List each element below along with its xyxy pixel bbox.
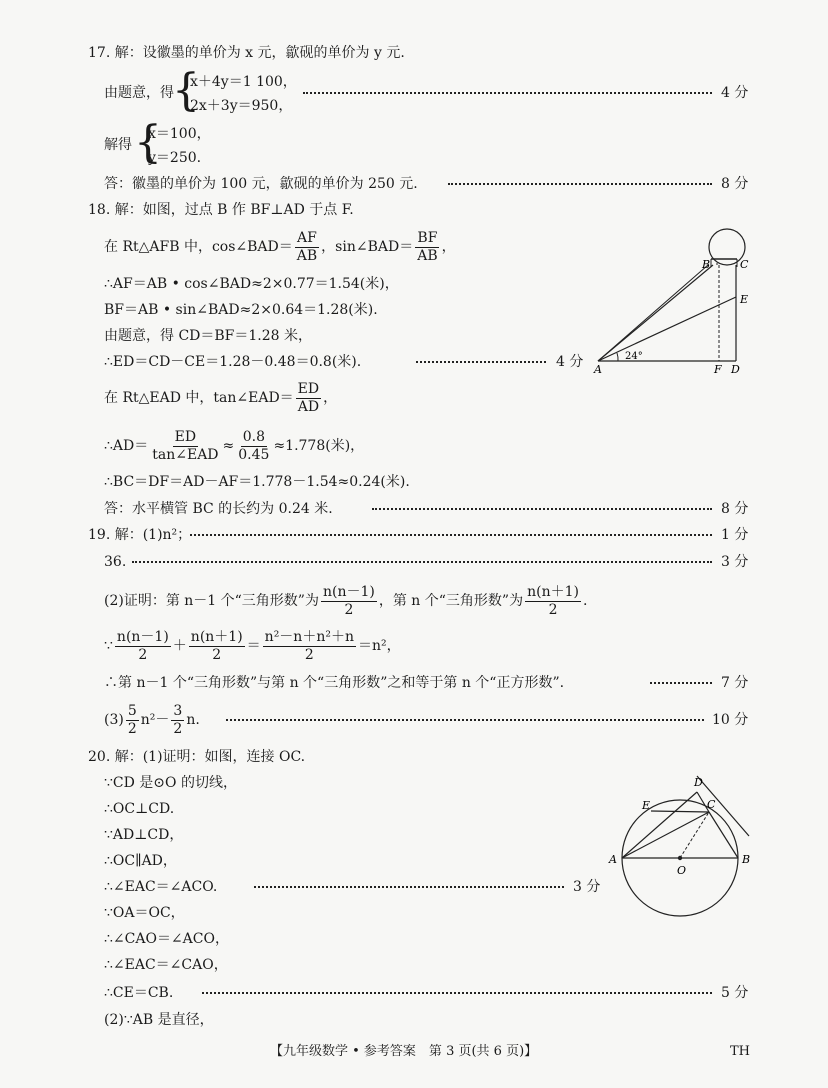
- q19-leader-4: [226, 719, 704, 721]
- q18-line-5: 由题意，得 CD＝BF＝1.28 米，: [104, 328, 313, 344]
- q18-line-3: ∴AF＝AB • cos∠BAD≈2×0.77＝1.54(米)，: [104, 276, 399, 292]
- q19-line-4: [104, 626, 401, 666]
- q18-leader-2: [372, 508, 712, 510]
- fraction-denominator: 2: [304, 646, 314, 663]
- q18-score-1: 4 分: [556, 354, 584, 370]
- q20-line-10: ∴CE＝CB.: [104, 985, 174, 1001]
- q19-line-3-b: ，第 n 个“三角形数”为: [378, 593, 524, 609]
- q17-solution-1: x＝100，: [148, 126, 211, 142]
- q18-fraction-ed-tan: [150, 429, 220, 464]
- q20-figure-label-c: C: [707, 798, 716, 811]
- q19-line-6-c: n.: [186, 712, 200, 728]
- q19-line-4-d: ＝n²，: [357, 638, 401, 654]
- q20-score-1: 3 分: [573, 879, 601, 895]
- q20-figure-ac: [622, 812, 709, 858]
- fraction-numerator: ED: [297, 380, 320, 397]
- fraction-denominator: 2: [138, 646, 148, 663]
- q17-answer: 答：徽墨的单价为 100 元，歙砚的单价为 250 元.: [104, 176, 418, 192]
- q18-line-9: ∴BC＝DF＝AD－AF＝1.778－1.54≈0.24(米).: [104, 474, 410, 490]
- q17-system-brace: {: [172, 65, 200, 116]
- q20-leader-1: [254, 886, 564, 888]
- fraction-numerator: ED: [174, 428, 197, 445]
- q20-line-6: ∴∠EAC＝∠ACO.: [104, 879, 218, 895]
- q18-figure-label-d: D: [731, 363, 740, 375]
- fraction-numerator: 0.8: [242, 428, 265, 445]
- fraction-numerator: 5: [127, 702, 137, 719]
- q18-figure-label-c: C: [740, 258, 749, 271]
- q19-line-2: 36.: [104, 554, 127, 570]
- fraction-denominator: AB: [296, 247, 318, 264]
- fraction-numerator: 3: [173, 702, 183, 719]
- q17-score-2: 8 分: [721, 176, 749, 192]
- q20-figure-label-e: E: [642, 799, 651, 812]
- fraction-numerator: n(n－1): [116, 628, 169, 645]
- q18-line-4: BF＝AB • sin∠BAD≈2×0.64＝1.28(米).: [104, 302, 378, 318]
- q17-leader-1: [303, 92, 712, 94]
- fraction-denominator: 2: [344, 601, 354, 618]
- q20-figure-oc: [680, 812, 709, 858]
- q18-figure-label-b: B: [702, 258, 711, 271]
- q18-line-8-c: ≈1.778(米)，: [273, 438, 365, 454]
- q18-line-8-a: ∴AD＝: [104, 438, 149, 454]
- q20-line-11: (2)∵AB 是直径，: [104, 1012, 214, 1028]
- q20-figure-label-b: B: [742, 853, 751, 866]
- q17-score-1: 4 分: [721, 85, 749, 101]
- q20-figure-ec: [651, 811, 709, 812]
- q20-line-2: ∵CD 是⊙O 的切线，: [104, 775, 237, 791]
- q18-figure-label-f: F: [714, 363, 722, 375]
- q20-line-1: 20. 解：(1)证明：如图，连接 OC.: [88, 749, 306, 765]
- q18-line-7-b: ，: [323, 390, 338, 406]
- q18-figure-angle-label: 24°: [625, 351, 643, 362]
- q20-leader-2: [202, 992, 712, 994]
- fraction-numerator: n(n－1): [322, 583, 375, 600]
- q19-line-5: ∴第 n－1 个“三角形数”与第 n 个“三角形数”之和等于第 n 个“正方形数”.: [104, 675, 565, 691]
- fraction-denominator: AB: [417, 247, 438, 264]
- q19-line-3-c: .: [582, 593, 588, 609]
- q18-line-8: [104, 428, 364, 464]
- q19-score-4: 10 分: [712, 712, 749, 728]
- q19-score-3: 7 分: [721, 675, 749, 691]
- q19-score-1: 1 分: [721, 527, 749, 543]
- q19-line-6-a: (3): [104, 712, 124, 728]
- q19-line-4-c: ＝: [246, 638, 261, 654]
- q18-fraction-value: [236, 429, 271, 464]
- q20-line-5: ∴OC∥AD，: [104, 853, 177, 869]
- fraction-denominator: 2: [548, 601, 558, 618]
- q20-line-9: ∴∠EAC＝∠CAO，: [104, 957, 228, 973]
- fraction-denominator: tan∠EAD: [152, 446, 219, 463]
- q18-line-1: 18. 解：如图，过点 B 作 BF⊥AD 于点 F.: [88, 202, 354, 218]
- fraction-denominator: 2: [212, 646, 222, 663]
- q20-figure-label-o: O: [677, 864, 687, 877]
- q18-figure: [592, 225, 762, 375]
- fraction-numerator: n²－n＋n²＋n: [264, 628, 354, 645]
- q18-line-2: [104, 229, 456, 265]
- q19-line-6-b: n²－: [140, 712, 170, 728]
- q20-line-4: ∵AD⊥CD，: [104, 827, 184, 843]
- q19-fraction-3: [115, 629, 171, 664]
- q18-answer: 答：水平横管 BC 的长约为 0.24 米.: [104, 501, 333, 517]
- q19-fraction-5: [263, 629, 356, 664]
- q20-line-7: ∵OA＝OC，: [104, 905, 185, 921]
- q18-line-2-c: ，: [441, 239, 456, 255]
- q19-leader-1: [190, 534, 712, 536]
- q19-line-3: [104, 581, 587, 621]
- q20-figure: [605, 770, 765, 920]
- q17-line-2-label: 由题意，得: [104, 85, 174, 101]
- q19-line-1: 19. 解：(1)n²；: [88, 527, 192, 543]
- fraction-denominator: AD: [297, 398, 320, 415]
- fraction-denominator: 0.45: [238, 446, 270, 463]
- q19-fraction-4: [189, 629, 245, 664]
- q19-fraction-1: [321, 584, 377, 619]
- q18-figure-angle-arc: [617, 353, 618, 361]
- q17-solution-brace: {: [134, 117, 162, 168]
- q19-line-4-b: ＋: [172, 638, 187, 654]
- q19-fraction-7: [171, 703, 184, 738]
- fraction-numerator: BF: [417, 229, 438, 246]
- fraction-numerator: n(n＋1): [527, 583, 579, 600]
- q19-line-3-a: (2)证明：第 n－1 个“三角形数”为: [104, 593, 319, 609]
- q19-line-6: [104, 700, 200, 740]
- q20-figure-center-dot: [678, 856, 682, 860]
- q17-line-3-label: 解得: [104, 137, 132, 153]
- q18-fraction-ed-ad: [296, 381, 321, 416]
- q17-solution-2: y＝250.: [148, 150, 202, 166]
- q18-fraction-af-ab: [295, 230, 319, 265]
- q17-leader-2: [448, 183, 712, 185]
- q18-fraction-bf-ab: [415, 230, 439, 265]
- q18-line-7-a: 在 Rt△EAD 中，tan∠EAD＝: [104, 390, 294, 406]
- q19-leader-3: [650, 682, 712, 684]
- q18-line-8-b: ≈: [222, 438, 235, 454]
- fraction-numerator: AF: [297, 229, 317, 246]
- q18-line-6: ∴ED＝CD－CE＝1.28－0.48＝0.8(米).: [104, 354, 362, 370]
- q19-line-4-a: ∵: [104, 638, 113, 654]
- q19-fraction-2: [525, 584, 581, 619]
- q18-figure-label-e: E: [740, 293, 749, 306]
- q20-line-8: ∴∠CAO＝∠ACO，: [104, 931, 229, 947]
- q18-score-2: 8 分: [721, 501, 749, 517]
- page-footer-code: TH: [730, 1044, 751, 1059]
- q19-score-2: 3 分: [721, 554, 749, 570]
- q17-line-1: 17. 解：设徽墨的单价为 x 元，歙砚的单价为 y 元.: [88, 45, 405, 61]
- q18-line-2-b: ，sin∠BAD＝: [321, 239, 414, 255]
- q18-line-2-a: 在 Rt△AFB 中，cos∠BAD＝: [104, 239, 293, 255]
- q18-figure-ae: [598, 297, 736, 361]
- q19-fraction-6: [126, 703, 139, 738]
- fraction-denominator: 2: [173, 720, 183, 737]
- page-footer: 【九年级数学 • 参考答案 第 3 页(共 6 页)】: [270, 1044, 538, 1059]
- fraction-numerator: n(n＋1): [190, 628, 243, 645]
- q17-equation-2: 2x＋3y＝950，: [190, 98, 293, 114]
- q18-figure-ab-2: [598, 265, 708, 361]
- fraction-denominator: 2: [127, 720, 137, 737]
- q18-leader-1: [416, 361, 546, 363]
- q20-score-2: 5 分: [721, 985, 749, 1001]
- q20-figure-label-a: A: [609, 853, 617, 866]
- q19-leader-2: [132, 561, 712, 563]
- q18-figure-label-a: A: [594, 363, 602, 375]
- q20-line-3: ∴OC⊥CD.: [104, 801, 175, 817]
- q20-figure-label-d: D: [694, 776, 703, 789]
- q17-equation-1: x＋4y＝1 100，: [190, 74, 297, 90]
- q18-line-7: [104, 380, 337, 416]
